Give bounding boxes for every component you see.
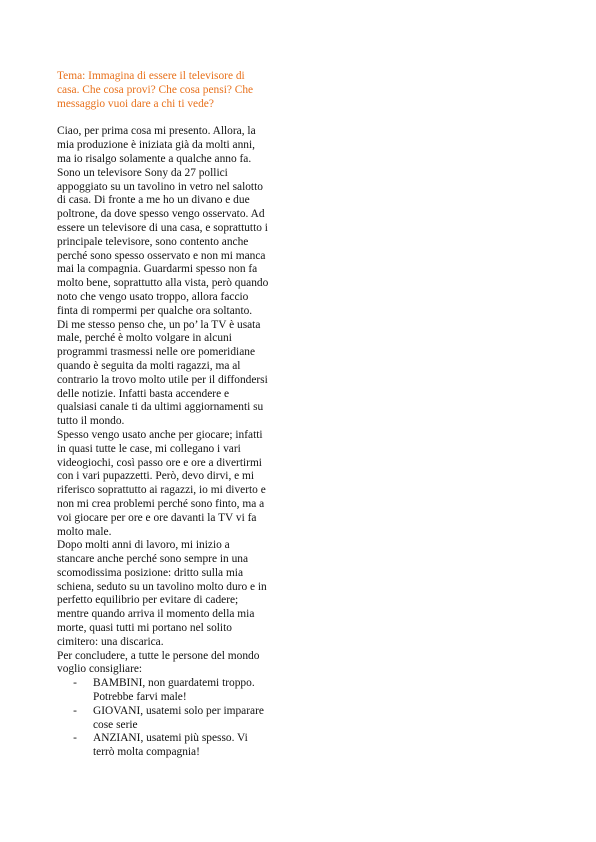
essay-title: Tema: Immagina di essere il televisore di casa. Che cosa provi? Che cosa pensi? Che messaggio vuoi dare a chi ti vede? xyxy=(57,70,254,110)
advice-list xyxy=(57,677,287,760)
list-bullet: - xyxy=(73,677,77,690)
list-bullet: - xyxy=(73,704,77,717)
list-item xyxy=(57,732,287,760)
list-item xyxy=(57,705,287,733)
essay-body: Ciao, per prima cosa mi presento. Allora, la mia produzione è iniziata già da molti anni, ma io risalgo solamente a qualche anno fa. Sono un televisore Sony da 27 pollici appoggiato su un tavolino in vetro nel salotto di casa. Di fronte a me ho un divano e due poltrone, da dove spesso vengo osservato. Ad essere un televisore di una casa, e soprattutto i principale televisore, sono contento anche perché sono spesso osservato e non mi manca mai la compagnia. Guardarmi spesso non fa molto bene, soprattutto alla vista, però quando noto che vengo usato troppo, allora faccio finta di rompermi per qualche ora soltanto. Di me stesso penso che, un po’ la TV è usata male, perché è molto volgare in alcuni programmi trasmessi nelle ore pomeridiane quando è seguita da molti ragazzi, ma al contrario la trovo molto utile per il diffondersi delle notizie. Infatti basta accendere e qualsiasi canale ti da ultimi aggiornamenti su tutto il mondo. Spesso vengo usato anche per giocare; infatti in quasi tutte le case, mi collegano i vari videogiochi, così passo ore e ore a divertirmi con i vari pupazzetti. Però, devo dirvi, e mi riferisco soprattutto ai ragazzi, io mi diverto e non mi crea problemi perché sono finto, ma a voi giocare per ore e ore davanti la TV vi fa molto male. Dopo molti anni di lavoro, mi inizio a stancare anche perché sono sempre in una scomodissima posizione: dritto sulla mia schiena, seduto su un tavolino molto duro e in perfetto equilibrio per evitare di cadere; mentre quando arriva il momento della mia morte, quasi tutti mi portano nel solito cimitero: una discarica. Per concludere, a tutte le persone del mondo voglio consigliare: xyxy=(57,125,269,676)
list-item-text: ANZIANI, usatemi più spesso. Vi terrò molta compagnia! xyxy=(93,732,248,759)
text-column xyxy=(57,70,287,760)
list-item xyxy=(57,677,287,705)
list-item-text: BAMBINI, non guardatemi troppo. Potrebbe farvi male! xyxy=(93,677,255,704)
list-item-text: GIOVANI, usatemi solo per imparare cose serie xyxy=(93,704,264,731)
list-bullet: - xyxy=(73,732,77,745)
